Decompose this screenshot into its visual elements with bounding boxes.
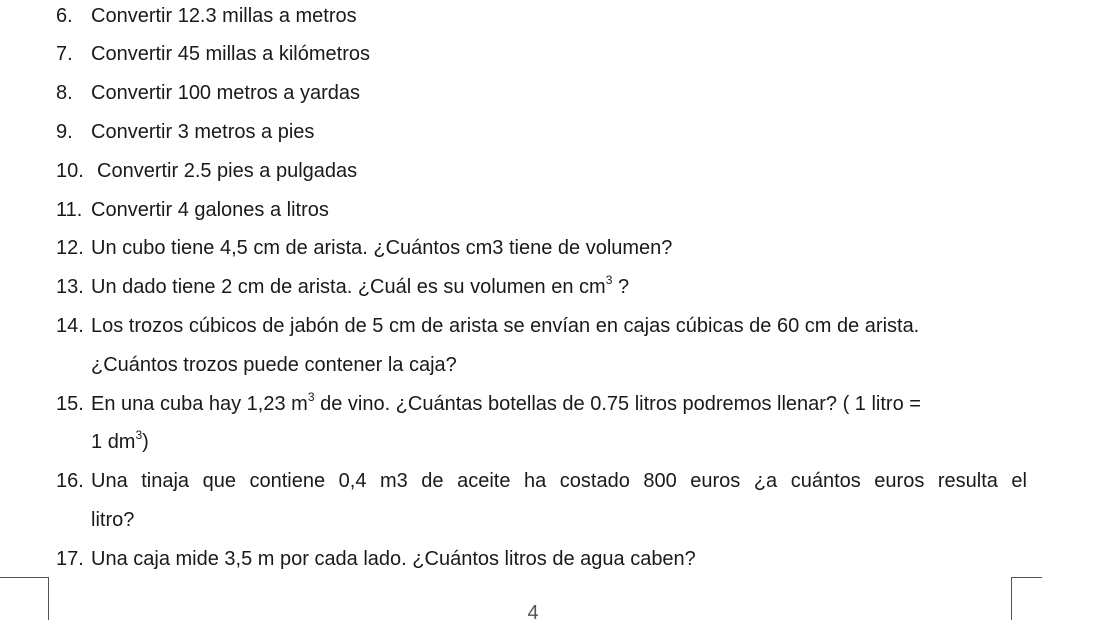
item-text: Convertir 2.5 pies a pulgadas xyxy=(97,160,358,182)
item-number: 7. xyxy=(56,43,73,65)
exponent: 3 xyxy=(605,273,613,287)
item-number: 16. xyxy=(56,470,84,492)
item-text: Convertir 100 metros a yardas xyxy=(91,82,361,104)
item-text: En una cuba hay 1,23 $m^3$ de vino. ¿Cuántas botellas de 0.75 litros podremos llenar? ( 1 litro = xyxy=(91,390,921,415)
item-number: 9. xyxy=(56,121,73,143)
item-number: 8. xyxy=(56,82,73,104)
item-text: Un cubo tiene 4,5 cm de arista. ¿Cuántos cm3 tiene de volumen? xyxy=(91,237,673,259)
item-text: Una caja mide 3,5 m por cada lado. ¿Cuántos litros de agua caben? xyxy=(91,548,696,570)
item-text: Convertir 45 millas a kilómetros xyxy=(91,43,370,65)
item-text-continuation: ¿Cuántos trozos puede contener la caja? xyxy=(91,354,457,376)
item-text: Convertir 3 metros a pies xyxy=(91,121,315,143)
item-number: 6. xyxy=(56,5,73,27)
item-text: Una tinaja que contiene 0,4 m3 de aceite ha costado 800 euros ¿a cuántos euros resulta el xyxy=(91,470,1027,492)
item-text: Los trozos cúbicos de jabón de 5 cm de arista se envían en cajas cúbicas de 60 cm de arista. xyxy=(91,315,920,337)
page-number: 4 xyxy=(527,602,539,624)
margin-corner-mark-right xyxy=(1011,577,1042,620)
item-number: 17. xyxy=(56,548,84,570)
item-text-continuation: litro? xyxy=(91,509,135,531)
margin-corner-mark-left xyxy=(0,577,49,620)
item-number: 12. xyxy=(56,237,84,259)
item-number: 15. xyxy=(56,393,84,415)
item-number: 10. xyxy=(56,160,84,182)
item-text: Convertir 4 galones a litros xyxy=(91,199,329,221)
item-number: 13. xyxy=(56,276,84,298)
item-number: 14. xyxy=(56,315,84,337)
exponent: 3 xyxy=(135,428,143,442)
item-text: Un dado tiene 2 cm de arista. ¿Cuál es su volumen en $cm^3$ ? xyxy=(91,273,630,298)
exponent: 3 xyxy=(307,390,315,404)
item-number: 11. xyxy=(56,199,83,221)
item-text: Convertir 12.3 millas a metros xyxy=(91,5,357,27)
item-text-continuation: 1 $dm^3$) xyxy=(91,428,149,453)
